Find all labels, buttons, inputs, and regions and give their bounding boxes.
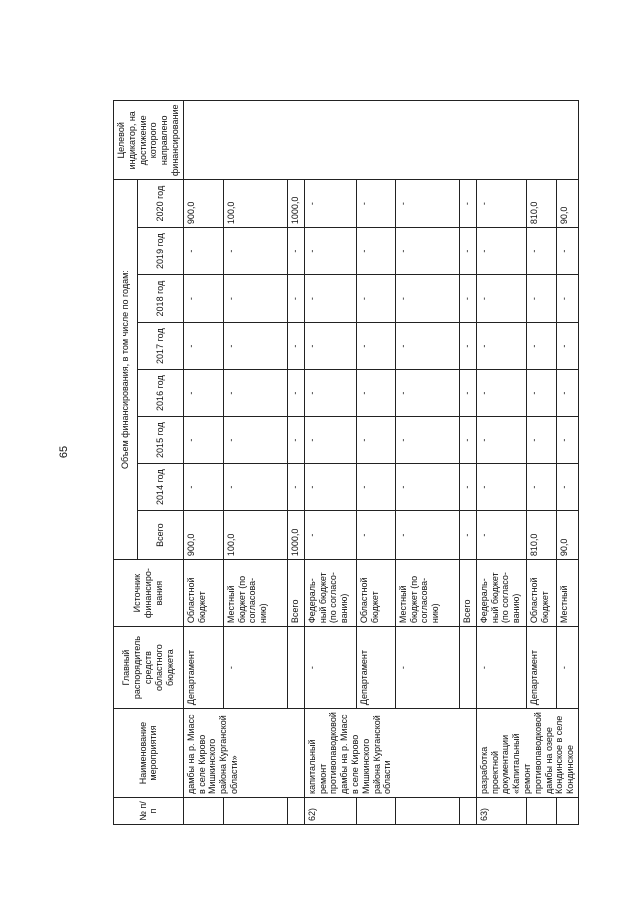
cell-year: - <box>183 323 223 370</box>
cell-total: 1000,0 <box>287 511 304 560</box>
header-year: 2020 год <box>137 180 183 228</box>
cell-year: - <box>395 464 459 511</box>
cell-year: - <box>223 417 287 464</box>
cell-year: - <box>395 417 459 464</box>
table-row <box>183 101 223 825</box>
cell-year: - <box>526 417 556 464</box>
cell-manager: - <box>395 627 459 709</box>
cell-total: - <box>459 511 476 560</box>
cell-year: - <box>459 464 476 511</box>
header-year: 2014 год <box>137 464 183 511</box>
cell-manager: - <box>476 627 526 709</box>
cell-year: 810,0 <box>526 180 556 228</box>
cell-year: - <box>526 370 556 417</box>
cell-manager: Департамент <box>526 627 556 709</box>
cell-year: 100,0 <box>223 180 287 228</box>
cell-manager: - <box>556 627 578 709</box>
cell-name: разработка проектной документации «Капитальный ремонт противопаводковой дамбы на озере Кондинское в селе Кондинское <box>476 709 578 798</box>
cell-year: - <box>356 228 395 275</box>
cell-year: - <box>556 275 578 323</box>
cell-no <box>395 798 459 825</box>
cell-year: - <box>183 275 223 323</box>
cell-year: - <box>356 275 395 323</box>
header-volume: Объем финансирования, в том числе по годам: <box>114 180 138 560</box>
cell-year: - <box>356 180 395 228</box>
cell-no: 63) <box>476 798 526 825</box>
cell-year: - <box>304 370 356 417</box>
cell-year: - <box>183 464 223 511</box>
cell-year: - <box>459 180 476 228</box>
cell-name: дамбы на р. Миасс в селе Кирово Мишкинского района Курганской области» <box>183 709 304 798</box>
cell-no <box>287 798 304 825</box>
cell-year: - <box>526 275 556 323</box>
cell-manager <box>459 627 476 709</box>
cell-name: капитальный ремонт противопаводковой дамбы на р. Миасс в селе Кирово Мишкинского района Курганской области <box>304 709 476 798</box>
header-no: № п/п <box>114 798 184 825</box>
cell-total: - <box>395 511 459 560</box>
cell-year: - <box>459 275 476 323</box>
cell-total: 810,0 <box>526 511 556 560</box>
cell-source: Областной бюджет <box>356 560 395 627</box>
cell-year: - <box>287 275 304 323</box>
cell-source: Местный бюджет (по согласова-нию) <box>223 560 287 627</box>
cell-year: - <box>356 323 395 370</box>
table-row <box>304 101 356 825</box>
header-year: 2017 год <box>137 323 183 370</box>
cell-year: - <box>304 417 356 464</box>
cell-no <box>526 798 556 825</box>
cell-year: - <box>476 417 526 464</box>
cell-year: - <box>556 417 578 464</box>
cell-year: - <box>556 323 578 370</box>
cell-year: - <box>395 275 459 323</box>
cell-source: Областной бюджет <box>526 560 556 627</box>
page-number: 65 <box>58 445 70 459</box>
cell-year: - <box>476 180 526 228</box>
cell-source: Всего <box>459 560 476 627</box>
cell-manager: - <box>223 627 287 709</box>
cell-manager: Департамент <box>356 627 395 709</box>
cell-year: - <box>223 370 287 417</box>
header-total: Всего <box>137 511 183 560</box>
cell-year: - <box>459 417 476 464</box>
cell-year: - <box>223 464 287 511</box>
cell-indicator <box>183 101 578 180</box>
cell-total: 100,0 <box>223 511 287 560</box>
cell-year: - <box>304 180 356 228</box>
header-manager: Главный распорядитель средств областного бюджета <box>114 627 184 709</box>
cell-year: - <box>526 323 556 370</box>
cell-year: - <box>526 464 556 511</box>
cell-source: Федераль-ный бюджет (по согласо-ванию) <box>304 560 356 627</box>
cell-year: - <box>459 228 476 275</box>
cell-no <box>556 798 578 825</box>
cell-year: - <box>287 323 304 370</box>
cell-manager: Департамент <box>183 627 223 709</box>
cell-year: - <box>395 228 459 275</box>
header-source: Источник финансиро-вания <box>114 560 184 627</box>
cell-no <box>459 798 476 825</box>
cell-total: - <box>476 511 526 560</box>
header-year: 2016 год <box>137 370 183 417</box>
cell-year: 90,0 <box>556 180 578 228</box>
cell-manager <box>287 627 304 709</box>
header-year: 2018 год <box>137 275 183 323</box>
cell-year: - <box>556 464 578 511</box>
cell-source: Местный <box>556 560 578 627</box>
cell-year: - <box>183 228 223 275</box>
cell-year: - <box>223 275 287 323</box>
cell-year: - <box>459 323 476 370</box>
cell-source: Всего <box>287 560 304 627</box>
cell-year: - <box>304 228 356 275</box>
cell-year: - <box>304 464 356 511</box>
cell-year: - <box>183 417 223 464</box>
cell-total: 900,0 <box>183 511 223 560</box>
financing-table <box>113 101 579 826</box>
cell-year: - <box>526 228 556 275</box>
cell-year: - <box>556 370 578 417</box>
cell-total: 90,0 <box>556 511 578 560</box>
cell-year: - <box>476 464 526 511</box>
cell-no <box>356 798 395 825</box>
cell-year: - <box>183 370 223 417</box>
cell-year: - <box>356 417 395 464</box>
cell-year: - <box>304 323 356 370</box>
cell-year: - <box>395 180 459 228</box>
cell-source: Местный бюджет (по согласова-нию) <box>395 560 459 627</box>
header-name: Наименование мероприятия <box>114 709 184 798</box>
cell-year: - <box>287 228 304 275</box>
cell-year: - <box>287 370 304 417</box>
cell-no <box>223 798 287 825</box>
cell-no <box>183 798 223 825</box>
table-row <box>476 101 526 825</box>
cell-year: - <box>287 464 304 511</box>
header-indicator: Целевой индикатор, на достижение которого направлено финансирование <box>114 101 184 180</box>
cell-year: - <box>223 323 287 370</box>
header-year: 2019 год <box>137 228 183 275</box>
cell-manager: - <box>304 627 356 709</box>
cell-year: 1000,0 <box>287 180 304 228</box>
cell-year: - <box>459 370 476 417</box>
cell-source: Областной бюджет <box>183 560 223 627</box>
cell-year: - <box>304 275 356 323</box>
cell-total: - <box>356 511 395 560</box>
cell-source: Федераль-ный бюджет (по согласо-ванию) <box>476 560 526 627</box>
cell-year: 900,0 <box>183 180 223 228</box>
cell-year: - <box>395 370 459 417</box>
cell-total: - <box>304 511 356 560</box>
cell-year: - <box>556 228 578 275</box>
cell-year: - <box>356 464 395 511</box>
cell-year: - <box>395 323 459 370</box>
header-year: 2015 год <box>137 417 183 464</box>
cell-year: - <box>223 228 287 275</box>
cell-year: - <box>476 323 526 370</box>
cell-year: - <box>476 275 526 323</box>
cell-year: - <box>287 417 304 464</box>
cell-year: - <box>356 370 395 417</box>
cell-year: - <box>476 228 526 275</box>
cell-no: 62) <box>304 798 356 825</box>
cell-year: - <box>476 370 526 417</box>
